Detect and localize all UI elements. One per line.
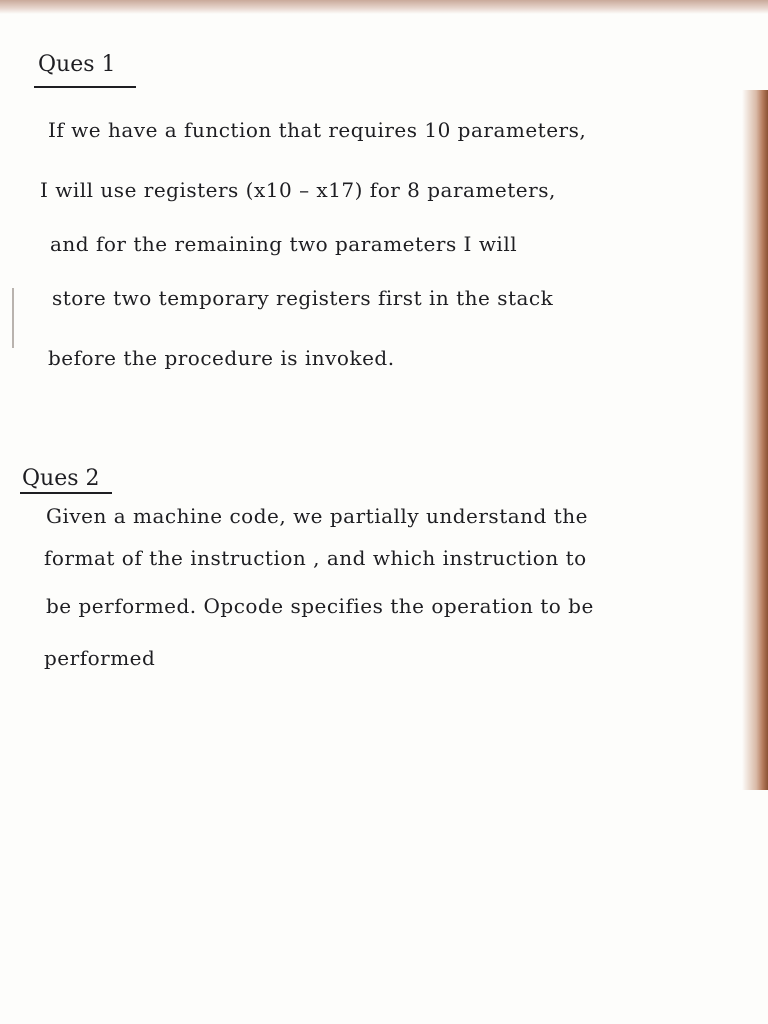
question-1-heading: Ques 1 [38,52,116,77]
question-2-line-1: Given a machine code, we partially understand the [46,504,588,528]
question-1-line-2: I will use registers (x10 – x17) for 8 parameters, [40,178,556,202]
question-1-underline [34,86,136,88]
question-2-line-4: performed [44,646,156,670]
question-1-line-4: store two temporary registers first in the stack [52,286,554,310]
page-right-edge [742,90,768,790]
question-2-line-2: format of the instruction , and which instruction to [44,546,587,570]
question-2-heading: Ques 2 [22,466,100,491]
question-2-underline [20,492,112,494]
question-1-line-1: If we have a function that requires 10 parameters, [48,118,587,142]
page-top-edge [0,0,768,14]
margin-mark [12,288,14,348]
question-1-line-5: before the procedure is invoked. [48,346,395,370]
question-2-line-3: be performed. Opcode specifies the operation to be [46,594,594,618]
question-1-line-3: and for the remaining two parameters I will [50,232,518,256]
